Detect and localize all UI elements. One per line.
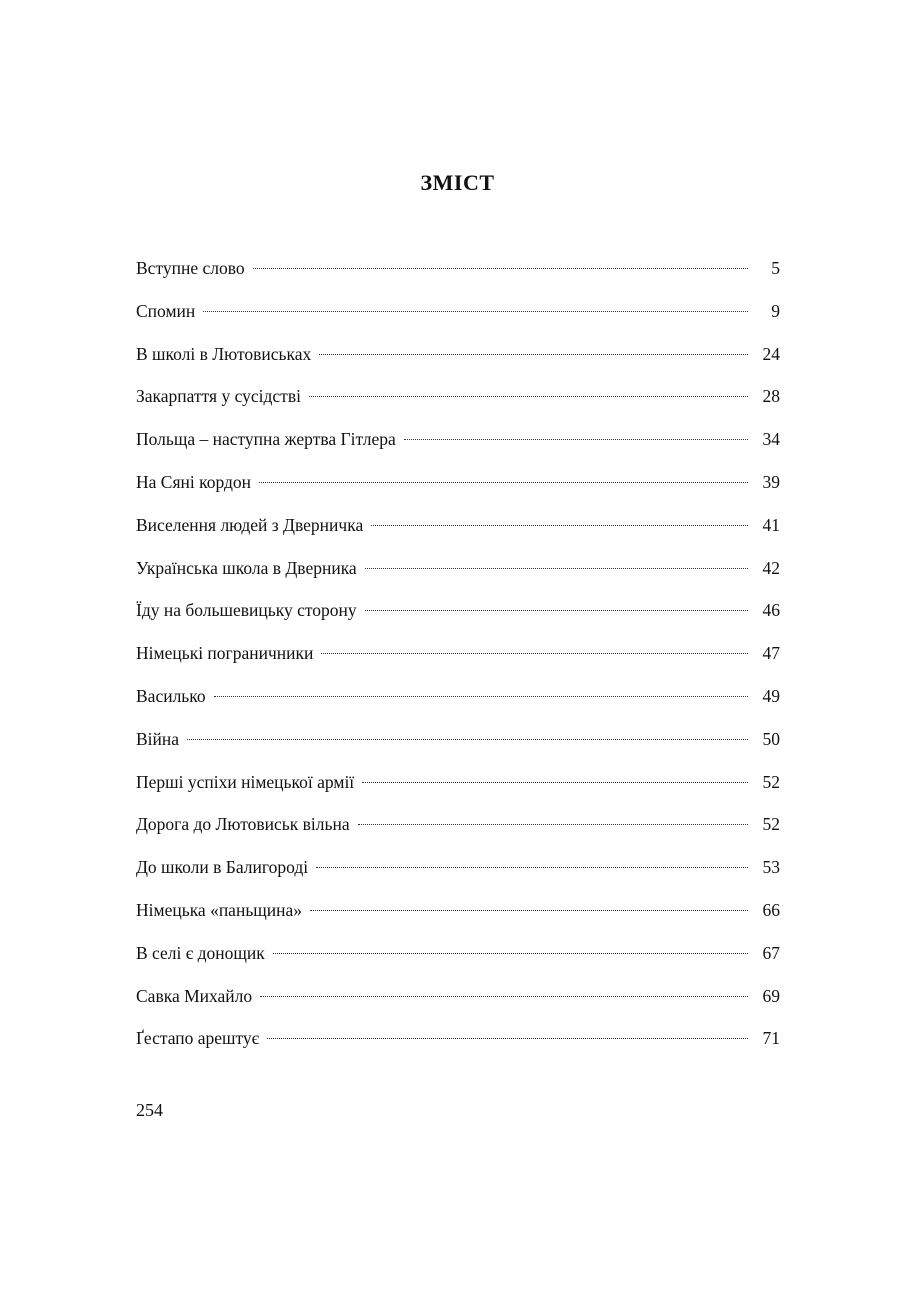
toc-entry xyxy=(136,1022,780,1065)
toc-entry xyxy=(136,637,780,680)
toc-entry xyxy=(136,338,780,381)
toc-entry-title: Їду на большевицьку сторону xyxy=(136,600,357,621)
dot-leader xyxy=(259,461,748,483)
toc-entry-page: 66 xyxy=(762,899,780,920)
dot-leader xyxy=(273,932,748,954)
table-of-contents xyxy=(136,252,780,1065)
toc-entry-page: 50 xyxy=(762,728,780,749)
toc-entry-page: 52 xyxy=(762,814,780,835)
toc-entry-title: Ґестапо арештує xyxy=(136,1028,260,1049)
toc-entry xyxy=(136,552,780,595)
dot-leader xyxy=(310,889,748,911)
dot-leader xyxy=(362,761,748,783)
toc-entry-title: Вступне слово xyxy=(136,258,245,278)
toc-entry xyxy=(136,380,780,423)
dot-leader xyxy=(358,803,748,825)
toc-entry-page: 28 xyxy=(762,386,780,407)
toc-entry-title: Василько xyxy=(136,685,206,706)
toc-entry xyxy=(136,466,780,509)
toc-entry-page: 9 xyxy=(771,300,780,321)
dot-leader xyxy=(214,675,748,697)
toc-entry-page: 41 xyxy=(762,514,780,535)
toc-entry xyxy=(136,252,780,295)
toc-entry xyxy=(136,894,780,937)
toc-entry-page: 53 xyxy=(762,857,780,878)
toc-entry xyxy=(136,295,780,338)
toc-entry-title: До школи в Балигороді xyxy=(136,857,309,878)
toc-entry-title: Савка Михайло xyxy=(136,985,253,1006)
dot-leader xyxy=(316,846,748,868)
toc-entry xyxy=(136,680,780,723)
dot-leader xyxy=(253,247,748,269)
page-number: 254 xyxy=(136,1100,163,1120)
toc-entry xyxy=(136,808,780,851)
toc-entry-page: 49 xyxy=(762,685,780,706)
dot-leader xyxy=(321,632,748,654)
dot-leader xyxy=(371,504,748,526)
toc-entry xyxy=(136,980,780,1023)
dot-leader xyxy=(365,589,748,611)
toc-entry-page: 42 xyxy=(762,557,780,578)
toc-entry xyxy=(136,766,780,809)
toc-entry-page: 69 xyxy=(762,985,780,1006)
toc-entry-title: Війна xyxy=(136,728,180,749)
toc-entry-page: 5 xyxy=(771,258,780,278)
toc-entry-title: На Сяні кордон xyxy=(136,471,252,492)
dot-leader xyxy=(319,333,748,355)
toc-entry-title: Дорога до Лютовиськ вільна xyxy=(136,814,350,835)
dot-leader xyxy=(365,547,748,569)
toc-entry xyxy=(136,594,780,637)
toc-entry-page: 24 xyxy=(762,343,780,364)
toc-entry xyxy=(136,423,780,466)
toc-entry-page: 46 xyxy=(762,600,780,621)
toc-entry xyxy=(136,937,780,980)
toc-entry-title: В селі є донощик xyxy=(136,942,265,963)
dot-leader xyxy=(203,290,748,312)
toc-entry-title: Виселення людей з Дверничка xyxy=(136,514,364,535)
toc-entry xyxy=(136,851,780,894)
dot-leader xyxy=(309,375,748,397)
toc-entry xyxy=(136,509,780,552)
toc-entry-page: 34 xyxy=(762,429,780,450)
toc-entry-page: 47 xyxy=(762,643,780,664)
toc-entry-title: Закарпаття у сусідстві xyxy=(136,386,301,407)
toc-entry-title: Польща – наступна жертва Гітлера xyxy=(136,429,396,450)
toc-entry-page: 71 xyxy=(762,1028,780,1049)
dot-leader xyxy=(260,975,748,997)
toc-heading: ЗМІСТ xyxy=(420,170,495,195)
dot-leader xyxy=(187,718,748,740)
toc-entry-title: Українська школа в Дверника xyxy=(136,557,357,578)
toc-entry xyxy=(136,723,780,766)
toc-entry-page: 67 xyxy=(762,942,780,963)
toc-entry-page: 39 xyxy=(762,471,780,492)
toc-entry-title: Німецькі пограничники xyxy=(136,643,314,664)
toc-entry-title: Німецька «паньщина» xyxy=(136,899,303,920)
toc-entry-page: 52 xyxy=(762,771,780,792)
dot-leader xyxy=(404,418,748,440)
toc-entry-title: Перші успіхи німецької армії xyxy=(136,771,355,792)
toc-entry-title: Спомин xyxy=(136,300,196,321)
toc-entry-title: В школі в Лютовиськах xyxy=(136,343,312,364)
dot-leader xyxy=(267,1017,748,1039)
